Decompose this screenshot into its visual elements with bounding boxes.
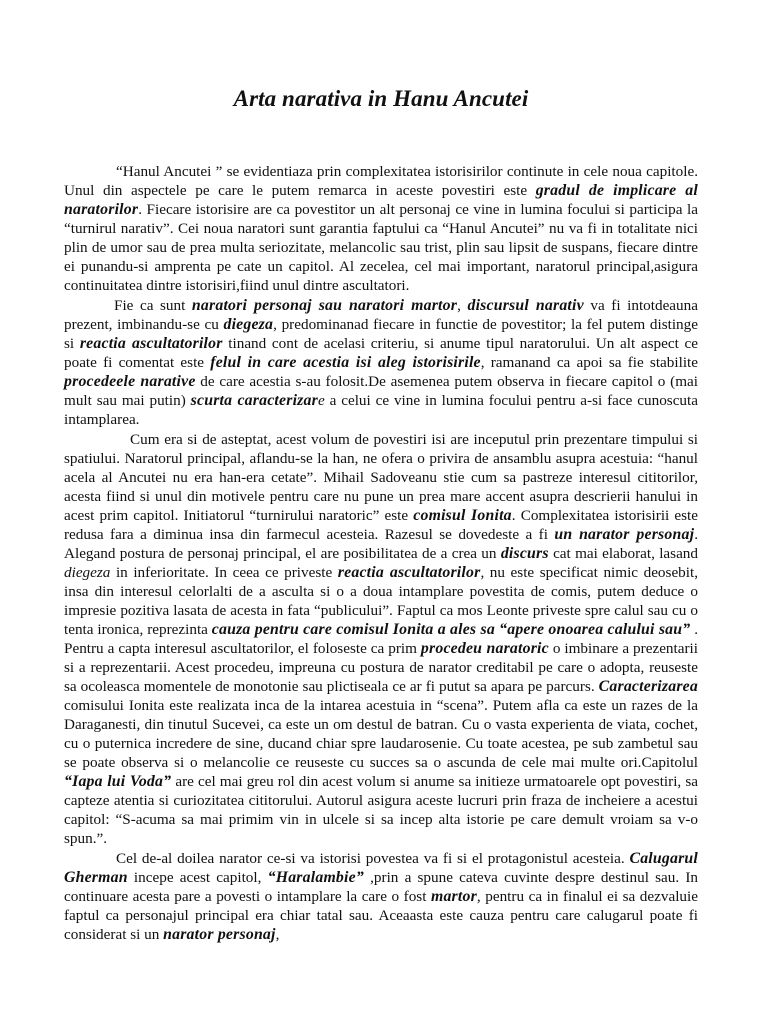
paragraph-text: are cel mai greu rol din acest volum si anume sa initieze urmatoarele opt povestiri, sa capteze atentia si curiozitatea cititorului. Autorul asigura aceste lucruri prin fraza de incheiere a acestui capitol: “S-acuma sa mai primim vin in ulcele si sa incep alta istorie pe care demult vroiam sa v-o spun.”. [64,773,698,847]
paragraph-text: a celui ce vine in lumina focului pentru a-si face cunoscuta intamplarea. [64,392,698,428]
document-body [64,162,698,944]
paragraph-text: , [457,297,468,314]
paragraph-1 [64,162,698,295]
paragraph-text: tinand cont de acelasi criteriu, si anume tipul naratorului. Un alt aspect ce poate fi comentat este [64,335,698,371]
document-title: Arta narativa in Hanu Ancutei [233,86,529,111]
emphasis-term: cauza pentru care comisul Ionita a ales sa “apere onoarea calului sau” [211,621,691,638]
paragraph-4 [64,849,698,944]
emphasis-term: felul in care acestia isi aleg istorisirile [210,354,481,371]
paragraph-text: o imbinare a prezentarii si a reprezentarii. Acest procedeu, impreuna cu postura de narator creditabil pe care o adopta, reuseste sa ocoleasca momentele de monotonie sau plictiseala ce ar fi putut sa apara pe parcurs. [64,640,698,695]
paragraph-text: incepe acest capitol, [127,869,268,886]
paragraph-text: in inferioritate. In ceea ce priveste [110,564,338,581]
emphasis-term: discurs [500,545,549,562]
emphasis-term: comisul Ionita [413,507,512,524]
emphasis-term: reactia ascultatorilor [79,335,223,352]
paragraph-text: , nu este specificat nimic deosebit, insa din interesul celorlalti de a asculta si o a doua intamplare povestita de comis, putem deduce o impresie pozitiva lasata de acesta in fata “publicului”. Faptul ca mos Leonte priveste spre calul sau cu o tenta ironica, reprezinta [64,564,699,638]
emphasis-term: Caracterizarea [598,678,698,695]
paragraph-text: Fie ca sunt [114,297,192,314]
paragraph-text: . Alegand postura de personaj principal, el are posibilitatea de a crea un [64,526,698,562]
paragraph-text: . Fiecare istorisire are ca povestitor un alt personaj ce vine in lumina focului si participa la “turnirul narativ”. Cei noua naratori sunt garantia faptului ca “Hanul Ancutei” nu va fi in totalitate nici plin de umor sau de prea multa seriozitate, melancolic sau trist, plin sau lipsit de suspans, fiecare dintre ei punandu-si amprenta pe cate un capitol. Al zecelea, cel mai important, naratorul principal,asigura continuitatea dintre istorisiri,fiind unul dintre ascultatori. [64,201,698,294]
emphasis-term: un narator personaj [554,526,695,543]
paragraph-text: cat mai elaborat, lasand [548,545,698,562]
paragraph-text: . Complexitatea istorisirii este redusa fara a diminua insa din farmecul acesteia. Razesul se dovedeste a fi [64,507,699,543]
emphasis-term: “Iapa lui Voda” [64,773,172,790]
emphasis-term: gradul de implicare al naratorilor [64,182,698,218]
paragraph-text: “Hanul Ancutei ” se evidentiaza prin complexitatea istorisirilor continute in cele noua capitole. Unul din aspectele pe care le putem remarca in aceste povestiri este [64,163,698,199]
paragraph-text: , pentru ca in finalul ei sa dezvaluie faptul ca personajul principal era chiar tatal sau. Aceaasta este cauza pentru care calugarul poate fi considerat si un [64,888,698,943]
emphasis-term: diegeza [223,316,274,333]
emphasis-term: “Haralambie” [267,869,364,886]
paragraph-text: ,prin a spune cateva cuvinte despre destinul sau. In continuare acesta pare a povesti o intamplare la care o fost [64,869,699,905]
paragraph-text: , [275,926,280,943]
emphasis-term: naratori personaj sau naratori martor [191,297,458,314]
emphasis-term: narator personaj [163,926,276,943]
emphasis-term: Calugarul Gherman [64,850,698,886]
paragraph-text: , ramanand ca apoi sa fie stabilite [480,354,699,371]
paragraph-2 [64,296,698,429]
emphasis-term: procedeu naratoric [420,640,549,657]
paragraph-text: . Pentru a capta interesul ascultatorilor, el foloseste ca prim [64,621,699,657]
italic-term: e [317,392,325,409]
paragraph-text: Cel de-al doilea narator ce-si va istorisi povestea va fi si el protagonistul acesteia. [116,850,630,867]
emphasis-term: discursul narativ [467,297,584,314]
paragraph-text: de care acestia s-au folosit.De asemenea putem observa in fiecare capitol o (mai mult sau mai putin) [64,373,698,409]
paragraph-text: comisului Ionita este realizata inca de la intarea acestuia in “scena”. Putem afla ca este un razes de la Daraganesti, din tinutul Sucevei, ca este un om destul de batran. Cu o vasta experienta de viata, cochet, cu o puternica incredere de sine, ducand chiar spre laudarosenie. Cu toate acestea, pe sub zambetul sau se poate observa si o melancolie ce reuseste cu succes sa o ascunda de cele mai multe ori.Capitolul [64,697,698,771]
paragraph-text: Cum era si de asteptat, acest volum de povestiri isi are inceputul prin prezentare timpului si spatiului. Naratorul principal, aflandu-se la han, ne ofera o privira de ansamblu asupra acestuia: “hanul acela al Ancutei nu era han-era cetate”. Mihail Sadoveanu stie cum sa pastreze interesul cititorilor, acesta fiind si unul din motivele pentru care nu pune un prea mare accent asupra descrierii hanului in acest prim capitol. Initiatorul “turnirului naratoric” este [64,431,698,524]
paragraph-text: va fi intotdeauna prezent, imbinandu-se cu [64,297,698,333]
paragraph-3 [64,430,698,848]
emphasis-term: reactia ascultatorilor [337,564,481,581]
paragraph-text: , predominanad fiecare in functie de povestitor; la fel putem distinge si [64,316,698,352]
emphasis-term: procedeele narative [64,373,196,390]
emphasis-term: martor [430,888,477,905]
emphasis-term: scurta caracterizar [190,392,318,409]
italic-term: diegeza [64,564,111,581]
